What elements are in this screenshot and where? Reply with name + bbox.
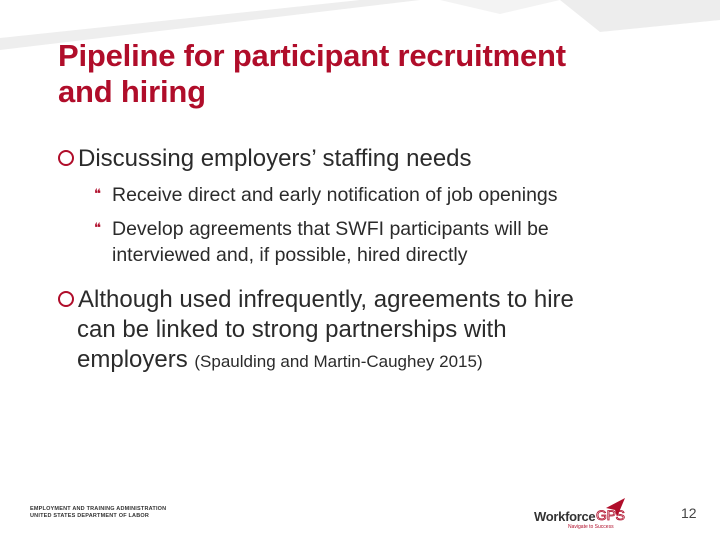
logo-word: Workforce (534, 509, 596, 524)
dept-line-1: EMPLOYMENT AND TRAINING ADMINISTRATION (30, 506, 167, 512)
workforcegps-logo (534, 496, 626, 532)
bullet-marker-icon: ❝ (94, 220, 101, 235)
bullet-text: Although used infrequently, agreements to hire (78, 286, 574, 313)
page-number: 12 (681, 505, 697, 521)
title-line-1: Pipeline for participant recruitment (58, 38, 566, 73)
citation: (Spaulding and Martin-Caughey 2015) (194, 352, 483, 371)
bullet-text-line-3-main: employers (77, 346, 195, 373)
circle-bullet-icon (58, 150, 74, 166)
dept-line-2: UNITED STATES DEPARTMENT OF LABOR (30, 513, 150, 519)
bullet-staffing-needs (58, 144, 472, 174)
circle-bullet-icon (58, 291, 74, 307)
sub-bullet-text: Receive direct and early notification of job openings (112, 184, 558, 206)
logo-suffix: GPS (596, 507, 625, 523)
sub-bullet-text-line-2: interviewed and, if possible, hired directly (112, 244, 468, 266)
sub-bullet-text: Develop agreements that SWFI participants will be (112, 218, 549, 240)
logo-tagline: Navigate to Success (568, 524, 614, 530)
bullet-text-line-3 (58, 345, 574, 377)
slide-title (58, 38, 678, 110)
sub-bullet-agreements (94, 215, 549, 268)
sub-bullet-notification (94, 181, 558, 208)
dol-eta-logo (30, 506, 166, 520)
bullet-marker-icon: ❝ (94, 186, 101, 201)
bullet-text-line-2: can be linked to strong partnerships with (77, 316, 507, 343)
title-line-2: and hiring (58, 74, 206, 109)
bullet-text: Discussing employers’ staffing needs (78, 145, 472, 172)
bullet-agreements-to-hire (58, 285, 574, 377)
